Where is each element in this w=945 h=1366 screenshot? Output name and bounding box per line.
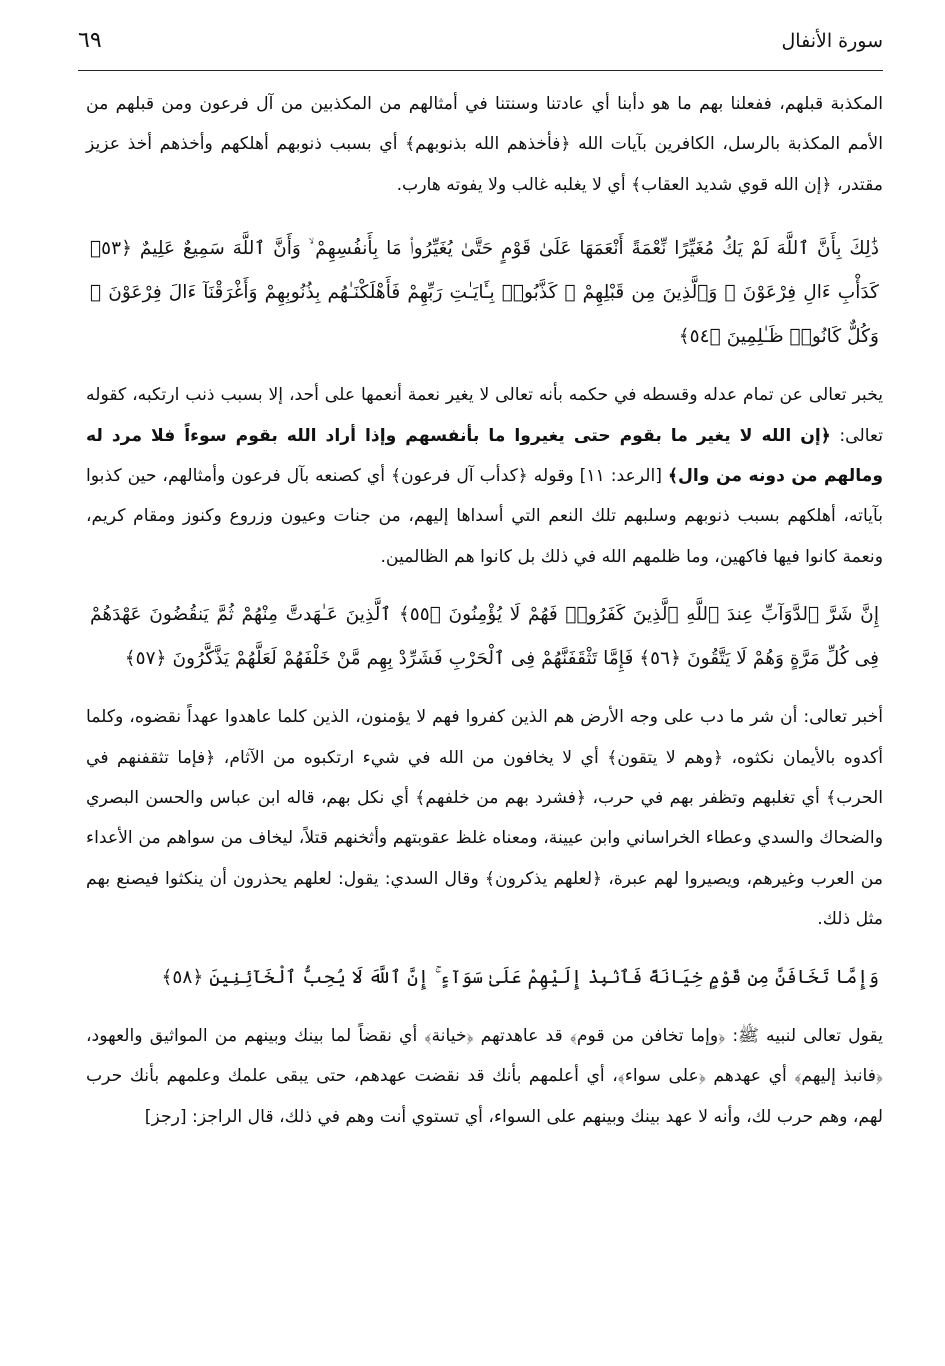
surah-title: سورة الأنفال (781, 30, 883, 52)
tafsir-paragraph-2-rest: [الرعد: ١١] وقوله ﴿كدأب آل فرعون﴾ أي كصنعه بآل فرعون وأمثالهم، حين كذبوا بآياته، أهلكهم بسبب ذنوبهم وسلبهم تلك النعم التي أسداها إليهم، من جنات وعيون وزروع وكنوز ومقام كريم، ونعمة كانوا فيها فاكهين، وما ظلمهم الله في ذلك بل كانوا هم الظالمين. (86, 466, 883, 567)
quran-verse-block-2: إِنَّ شَرَّ ٱلدَّوَآبِّ عِندَ ٱللَّهِ ٱلَّذِينَ كَفَرُوا۟ فَهُمْ لَا يُؤْمِنُونَ ﴿٥٥﴾ ٱلَّذِينَ عَـٰهَدتَّ مِنْهُمْ ثُمَّ يَنقُضُونَ عَهْدَهُمْ فِى كُلِّ مَرَّةٍ وَهُمْ لَا يَتَّقُونَ ﴿٥٦﴾ فَإِمَّا تَثْقَفَنَّهُمْ فِى ٱلْحَرْبِ فَشَرِّدْ بِهِم مَّنْ خَلْفَهُمْ لَعَلَّهُمْ يَذَّكَّرُونَ ﴿٥٧﴾ (90, 604, 880, 670)
quran-verse-block-3: وَإِمَّا تَخَافَنَّ مِن قَوْمٍ خِيَانَةً فَٱنۢبِذْ إِلَيْهِمْ عَلَىٰ سَوَآءٍ ۚ إِنَّ ٱللَّهَ لَا يُحِبُّ ٱلْخَآئِنِينَ ﴿٥٨﴾ (161, 966, 879, 988)
quoted-verse-raad: ﴿إن الله لا يغير ما بقوم حتى يغيروا ما بأنفسهم وإذا أراد الله بقوم سوءاً فلا مرد له ومالهم من دونه من وال﴾ (86, 425, 884, 487)
tafsir-paragraph-2-intro: يخبر تعالى عن تمام عدله وقسطه في حكمه بأنه تعالى لا يغير نعمة أنعمها على أحد، إلا بسبب ذنب ارتكبه، كقوله تعالى: (86, 385, 884, 446)
tafsir-paragraph-1: المكذبة قبلهم، ففعلنا بهم ما هو دأبنا أي عادتنا وسنتنا في أمثالهم من المكذبين من آل فرعون ومن قبلهم من الأمم المكذبة بالرسل، الكافرين بآيات الله ﴿فأخذهم الله بذنوبهم﴾ أي بسبب ذنوبهم أهلكهم وأخذهم أخذ عزيز مقتدر، ﴿إن الله قوي شديد العقاب﴾ أي لا يغلبه غالب ولا يفوته هارب. (86, 94, 883, 195)
page-body (86, 84, 883, 1137)
quran-verse-block-1: ذَٰلِكَ بِأَنَّ ٱللَّهَ لَمْ يَكُ مُغَيِّرًا نِّعْمَةً أَنْعَمَهَا عَلَىٰ قَوْمٍ حَتَّىٰ يُغَيِّرُوا۟ مَا بِأَنفُسِهِمْ ۙ وَأَنَّ ٱللَّهَ سَمِيعٌ عَلِيمٌ ﴿٥٣﴾ كَدَأْبِ ءَالِ فِرْعَوْنَ ۙ وَٱلَّذِينَ مِن قَبْلِهِمْ ۚ كَذَّبُوا۟ بِـَٔايَـٰتِ رَبِّهِمْ فَأَهْلَكْنَـٰهُم بِذُنُوبِهِمْ وَأَغْرَقْنَآ ءَالَ فِرْعَوْنَ ۚ وَكُلٌّ كَانُوا۟ ظَـٰلِمِينَ ﴿٥٤﴾ (90, 238, 879, 348)
page-number: ٦٩ (78, 28, 102, 53)
tafsir-paragraph-3: أخبر تعالى: أن شر ما دب على وجه الأرض هم الذين كفروا فهم لا يؤمنون، الذين كلما عاهدوا عهداً نقضوه، وكلما أكدوه بالأيمان نكثوه، ﴿وهم لا يتقون﴾ أي لا يخافون من الله في شيء ارتكبوه من الآثام، ﴿فإما تثقفنهم في الحرب﴾ أي تغلبهم وتظفر بهم في حرب، ﴿فشرد بهم من خلفهم﴾ أي نكل بهم، قاله ابن عباس والحسن البصري والضحاك والسدي وعطاء الخراساني وابن عيينة، ومعناه غلظ عقوبتهم وأثخنهم قتلاً، ليخاف من سواهم من الأعداء من العرب وغيرهم، ويصيروا لهم عبرة، ﴿لعلهم يذكرون﴾ وقال السدي: يقول: لعلهم يحذرون أن ينكثوا فيصنع بهم مثل ذلك. (86, 707, 883, 930)
page-header (78, 22, 883, 71)
tafsir-paragraph-4: يقول تعالى لنبيه ﷺ: ﴿وإما تخافن من قوم﴾ قد عاهدتهم ﴿خيانة﴾ أي نقضاً لما بينك وبينهم من المواثيق والعهود، ﴿فانبذ إليهم﴾ أي عهدهم ﴿على سواء﴾، أي أعلمهم بأنك قد نقضت عهدهم، حتى يبقى علمك وعلمهم بأنك حرب لهم، وهم حرب لك، وأنه لا عهد بينك وبينهم على السواء، أي تستوي أنت وهم في ذلك، قال الراجز: [رجز] (86, 1025, 883, 1127)
tafsir-paragraph-2 (86, 375, 883, 577)
